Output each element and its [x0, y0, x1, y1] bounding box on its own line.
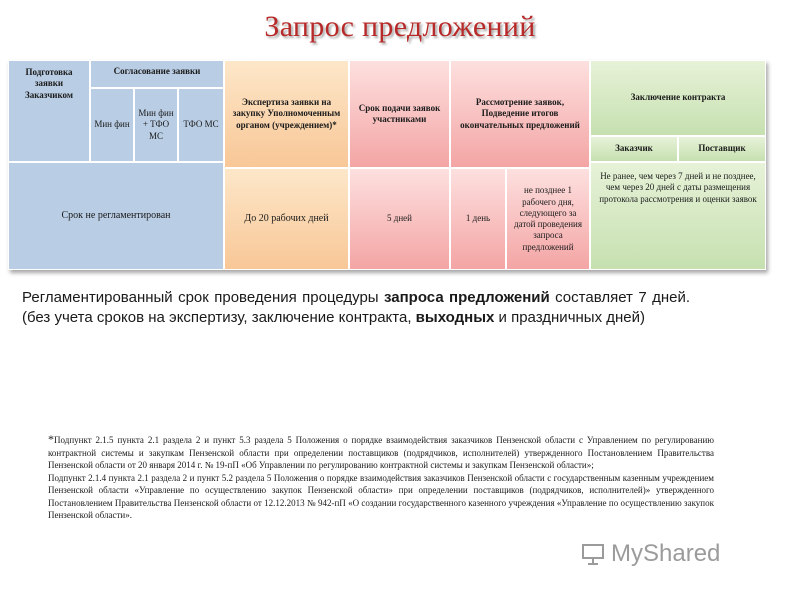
footnote-para-1: Подпункт 2.1.5 пункта 2.1 раздела 2 и пункт 5.3 раздела 5 Положения о порядке взаимодействия заказчиков Пензенской области с Управлением по регулированию контрактной системы и закупкам Пензенской области при определении поставщиков (подрядчиков, исполнителей) утвержденного Постановлением Правительства Пензенской области от 20 января 2014 г. № 19-пП «Об Управлении по регулированию контрактной системы и закупкам Пензенской области»;: [48, 435, 714, 470]
prep-header: Подготовка заявки Заказчиком: [8, 60, 90, 162]
watermark-text: MyShared: [611, 540, 721, 567]
main-text-part: и праздничных дней): [494, 309, 645, 326]
review-term-b: не позднее 1 рабочего дня, следующего за датой проведения запроса предложений: [506, 168, 590, 270]
submission-term: 5 дней: [349, 168, 450, 270]
review-header: Рассмотрение заявок, Подведение итогов окончательных предложений: [450, 60, 590, 168]
supplier-header: Поставщик: [678, 136, 766, 162]
expertise-header: Экспертиза заявки на закупку Уполномоченным органом (учреждением)*: [224, 60, 349, 168]
main-text-part: составляет 7 дней. (без учета сроков на экспертизу, заключение контракта,: [22, 289, 690, 326]
approval-header: Согласование заявки: [90, 60, 224, 88]
main-text-part: Регламентированный срок проведения процедуры: [22, 289, 384, 306]
review-term-a: 1 день: [450, 168, 506, 270]
customer-header: Заказчик: [590, 136, 678, 162]
submission-header: Срок подачи заявок участниками: [349, 60, 450, 168]
expertise-term: До 20 рабочих дней: [224, 168, 349, 270]
contract-header: Заключение контракта: [590, 60, 766, 136]
watermark-logo: [580, 540, 720, 568]
main-text-bold: выходных: [415, 309, 495, 326]
footnote-star: *: [48, 432, 54, 446]
not-regulated-cell: Срок не регламентирован: [8, 162, 224, 270]
presentation-icon: [580, 542, 606, 566]
main-statement: [22, 288, 690, 328]
page-title: Запрос предложений: [264, 10, 536, 43]
minfin-tfo-cell: Мин фин + ТФО МС: [134, 88, 178, 162]
minfin-cell: Мин фин: [90, 88, 134, 162]
procedure-table: [8, 60, 766, 270]
main-text-bold: запроса предложений: [384, 289, 550, 306]
footnote: [48, 433, 714, 522]
contract-term: Не ранее, чем через 7 дней и не позднее, чем через 20 дней с даты размещения протокола рассмотрения и оценки заявок: [590, 162, 766, 270]
tfo-cell: ТФО МС: [178, 88, 224, 162]
footnote-para-2: Подпункт 2.1.4 пункта 2.1 раздела 2 и пункт 5.2 раздела 5 Положения о порядке взаимодействия заказчиков Пензенской области с государственным казенным учреждением Пензенской области «Управление по осуществлению закупок Пензенской области» при определении поставщиков (подрядчиков, исполнителей)» утвержденного Постановлением Правительства Пензенской области от 12.12.2013 № 942-пП «О создании государственного казенного учреждения «Управление по осуществлению закупок Пензенской области».: [48, 472, 714, 520]
